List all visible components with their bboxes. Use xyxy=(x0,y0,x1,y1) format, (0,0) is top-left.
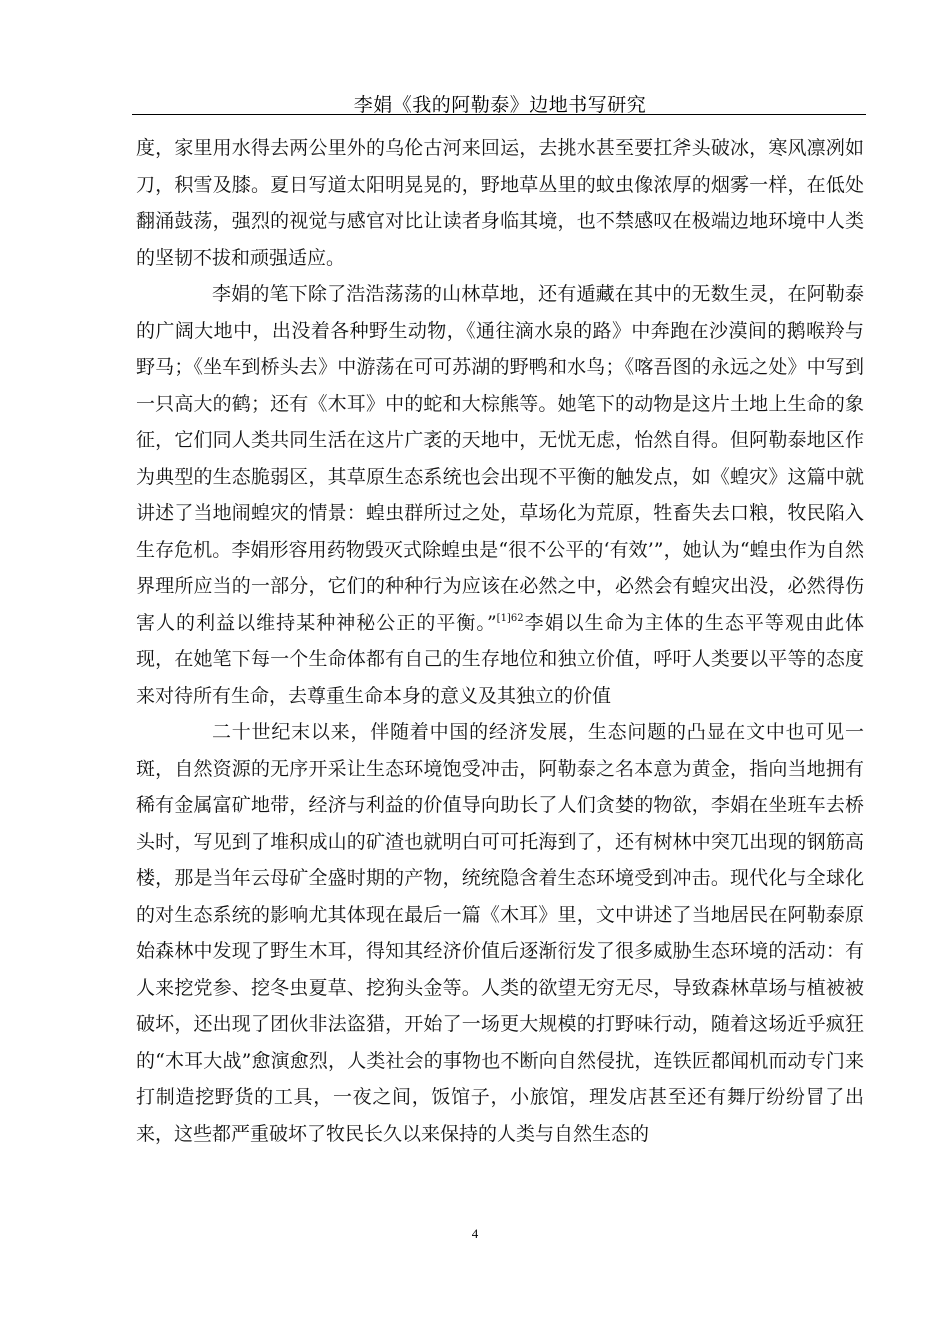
body-text xyxy=(136,130,864,1152)
running-header-title: 李娟《我的阿勒泰》边地书写研究 xyxy=(353,94,647,116)
page-number: 4 xyxy=(471,1226,479,1241)
paragraph-1: 度，家里用水得去两公里外的乌伦古河来回运，去挑水甚至要扛斧头破冰，寒风凛冽如刀，积雪及膝。夏日写道太阳明晃晃的，野地草丛里的蚊虫像浓厚的烟雾一样，在低处翻涌鼓荡，强烈的视觉与感官对比让读者身临其境，也不禁感叹在极端边地环境中人类的坚韧不拔和顽强适应。 xyxy=(136,137,864,269)
paragraph-3: 二十世纪末以来，伴随着中国的经济发展，生态问题的凸显在文中也可见一斑，自然资源的无序开采让生态环境饱受冲击，阿勒泰之名本意为黄金，指向当地拥有稀有金属富矿地带，经济与利益的价值导向助长了人们贪婪的物欲，李娟在坐班车去桥头时，写见到了堆积成山的矿渣也就明白可可托海到了，还有树林中突兀出现的钢筋高楼，那是当年云母矿全盛时期的产物，统统隐含着生态环境受到冲击。现代化与全球化的对生态系统的影响尤其体现在最后一篇《木耳》里，文中讲述了当地居民在阿勒泰原始森林中发现了野生木耳，得知其经济价值后逐渐衍发了很多威胁生态环境的活动：有人来挖党参、挖冬虫夏草、挖狗头金等。人类的欲望无穷无尽，导致森林草场与植被被破坏，还出现了团伙非法盗猎，开始了一场更大规模的打野味行动，随着这场近乎疯狂的“木耳大战”愈演愈烈，人类社会的事物也不断向自然侵扰，连铁匠都闻机而动专门来打制造挖野货的工具，一夜之间，饭馆子，小旅馆，理发店甚至还有舞厅纷纷冒了出来，这些都严重破坏了牧民长久以来保持的人类与自然生态的 xyxy=(136,721,864,1145)
citation-marker: [1]62 xyxy=(496,612,524,624)
header-divider xyxy=(132,114,866,115)
paragraph-2-text-a: 李娟的笔下除了浩浩荡荡的山林草地，还有遁藏在其中的无数生灵，在阿勒泰的广阔大地中，出没着各种野生动物，《通往滴水泉的路》中奔跑在沙漠间的鹅喉羚与野马；《坐车到桥头去》中游荡在可可苏湖的野鸭和水鸟；《喀吾图的永远之处》中写到一只高大的鹤；还有《木耳》中的蛇和大棕熊等。她笔下的动物是这片土地上生命的象征，它们同人类共同生活在这片广袤的天地中，无忧无虑，怡然自得。但阿勒泰地区作为典型的生态脆弱区，其草原生态系统也会出现不平衡的触发点，如《蝗灾》这篇中就讲述了当地闹蝗灾的情景：蝗虫群所过之处，草场化为荒原，牲畜失去口粮，牧民陷入生存危机。李娟形容用药物毁灭式除蝗虫是“很不公平的‘有效’”，她认为“蝗虫作为自然界理所应当的一部分，它们的种种行为应该在必然之中，必然会有蝗灾出没，必然得伤害人的利益以维持某种神秘公正的平衡。” xyxy=(136,283,864,634)
paragraph-2 xyxy=(136,276,864,714)
paragraph-2-text-b: 李娟以生命为主体的生态平等观由此体现，在她笔下每一个生命体都有自己的生存地位和独立价值，呼吁人类要以平等的态度来对待所有生命，去尊重生命本身的意义及其独立的价值 xyxy=(136,611,864,707)
